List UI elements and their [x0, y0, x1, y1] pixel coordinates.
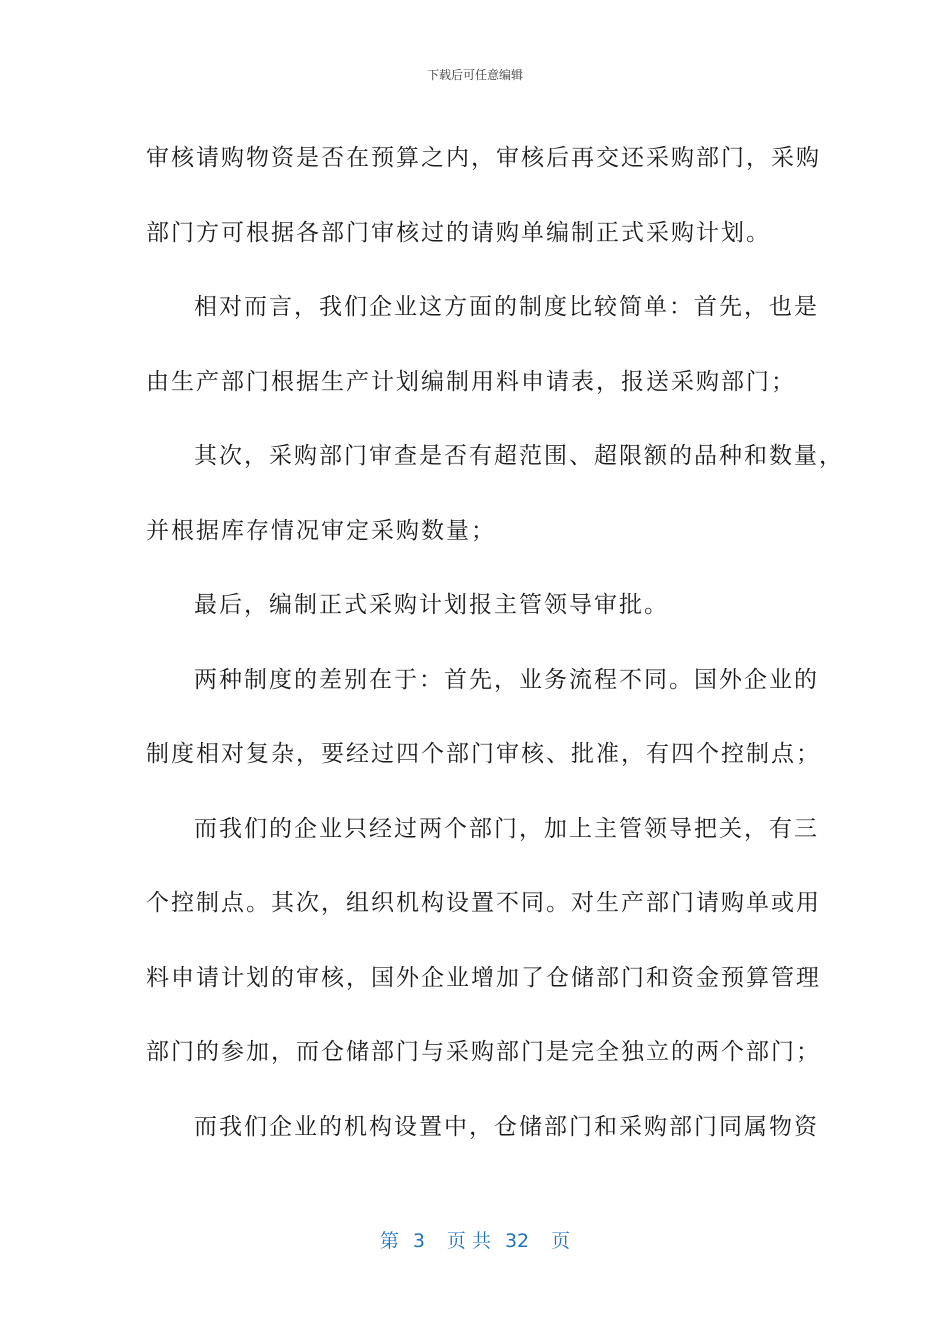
body-line: 审核请购物资是否在预算之内，审核后再交还采购部门，采购	[146, 145, 821, 171]
document-body	[146, 121, 844, 1164]
footer-suffix: 页	[551, 1230, 571, 1252]
body-line: 料申请计划的审核，国外企业增加了仓储部门和资金预算管理	[146, 964, 821, 991]
body-line: 由生产部门根据生产计划编制用料申请表，报送采购部门；	[146, 368, 796, 395]
page-footer	[0, 1226, 950, 1253]
body-line: 相对而言，我们企业这方面的制度比较简单：首先，也是	[194, 294, 819, 320]
body-line: 个控制点。其次，组织机构设置不同。对生产部门请购单或用	[146, 890, 821, 916]
current-page-number: 3	[412, 1230, 425, 1252]
body-line: 部门的参加，而仓储部门与采购部门是完全独立的两个部门；	[146, 1039, 821, 1065]
total-pages-number: 32	[504, 1230, 530, 1252]
body-line: 最后，编制正式采购计划报主管领导审批。	[194, 592, 669, 618]
footer-prefix: 第	[379, 1230, 399, 1252]
body-line: 其次，采购部门审查是否有超范围、超限额的品种和数量，	[194, 443, 844, 469]
body-line: 而我们企业的机构设置中，仓储部门和采购部门同属物资	[194, 1113, 819, 1140]
body-line: 并根据库存情况审定采购数量；	[146, 517, 496, 544]
footer-middle: 页 共	[446, 1230, 491, 1252]
body-line: 制度相对复杂，要经过四个部门审核、批准，有四个控制点；	[146, 741, 821, 767]
body-line: 而我们的企业只经过两个部门，加上主管领导把关，有三	[194, 815, 819, 842]
body-line: 部门方可根据各部门审核过的请购单编制正式采购计划。	[146, 219, 771, 246]
body-line: 两种制度的差别在于：首先，业务流程不同。国外企业的	[194, 666, 819, 693]
header-note: 下载后可任意编辑	[426, 68, 523, 82]
